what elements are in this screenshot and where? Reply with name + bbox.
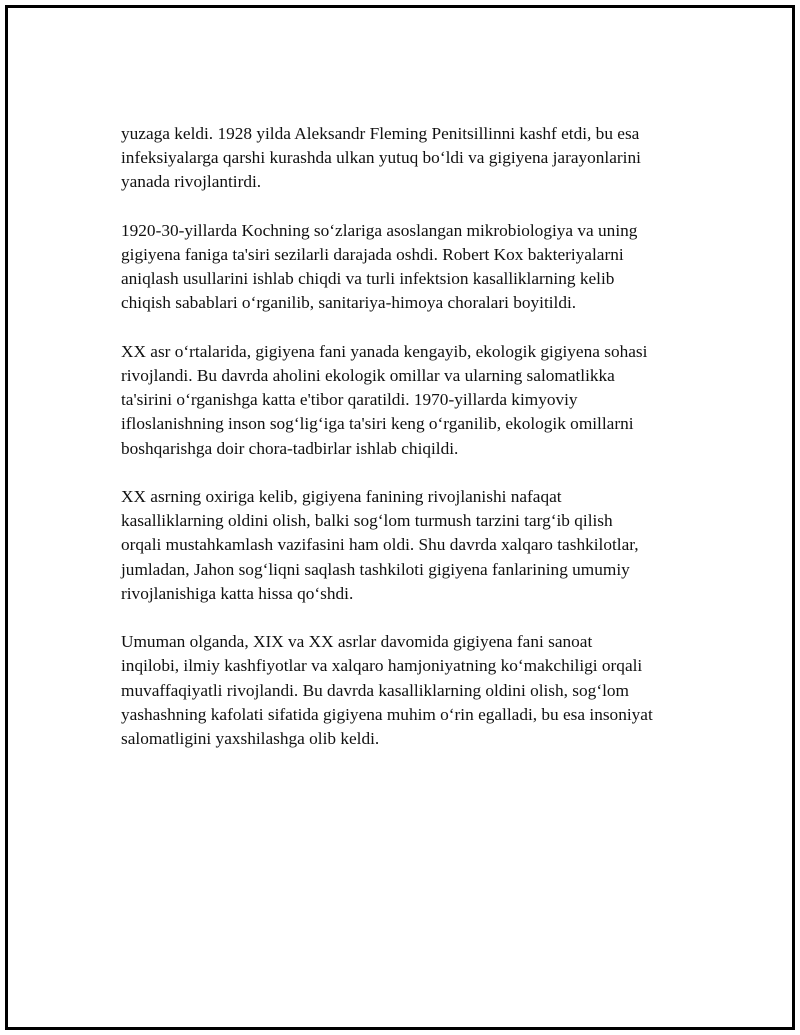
paragraph-2: 1920-30-yillarda Kochning so‘zlariga asoslangan mikrobiologiya va uning gigiyena faniga ta'siri sezilarli darajada oshdi. Robert Kox bakteriyalarni aniqlash usullarini ishlab chiqdi va turli infektsion kasalliklarning kelib chiqish sabablari o‘rganilib, sanitariya-himoya choralari boyitildi. [121,220,638,313]
paragraph-5: Umuman olganda, XIX va XX asrlar davomida gigiyena fani sanoat inqilobi, ilmiy kashfiyotlar va xalqaro hamjoniyatning ko‘makchiligi orqali muvaffaqiyatli rivojlandi. Bu davrda kasalliklarning oldini olish, sog‘lom yashashning kafolati sifatida gigiyena muhim o‘rin egalladi, bu esa insoniyat salomatligini yaxshilashga olib keldi. [121,632,653,749]
paragraph-1: yuzaga keldi. 1928 yilda Aleksandr Fleming Penitsillinni kashf etdi, bu esa infeksiyalarga qarshi kurashda ulkan yutuq bo‘ldi va gigiyena jarayonlarini yanada rivojlantirdi. [121,124,641,192]
paragraph-4: XX asrning oxiriga kelib, gigiyena fanining rivojlanishi nafaqat kasalliklarning oldini olish, balki sog‘lom turmush tarzini targ‘ib qilish orqali mustahkamlash vazifasini ham oldi. Shu davrda xalqaro tashkilotlar, jumladan, Jahon sog‘liqni saqlash tashkiloti gigiyena fanlarining umumiy rivojlanishiga katta hissa qo‘shdi. [121,487,639,603]
paragraph-3: XX asr o‘rtalarida, gigiyena fani yanada kengayib, ekologik gigiyena sohasi rivojlandi. Bu davrda aholini ekologik omillar va ularning salomatlikka ta'sirini o‘rganishga katta e'tibor qaratildi. 1970-yillarda kimyoviy ifloslanishning inson sog‘lig‘iga ta'siri keng o‘rganilib, ekologik omillarni boshqarishga doir chora-tadbirlar ishlab chiqildi. [121,341,648,458]
page-border [5,5,795,1030]
document-body [121,122,701,775]
